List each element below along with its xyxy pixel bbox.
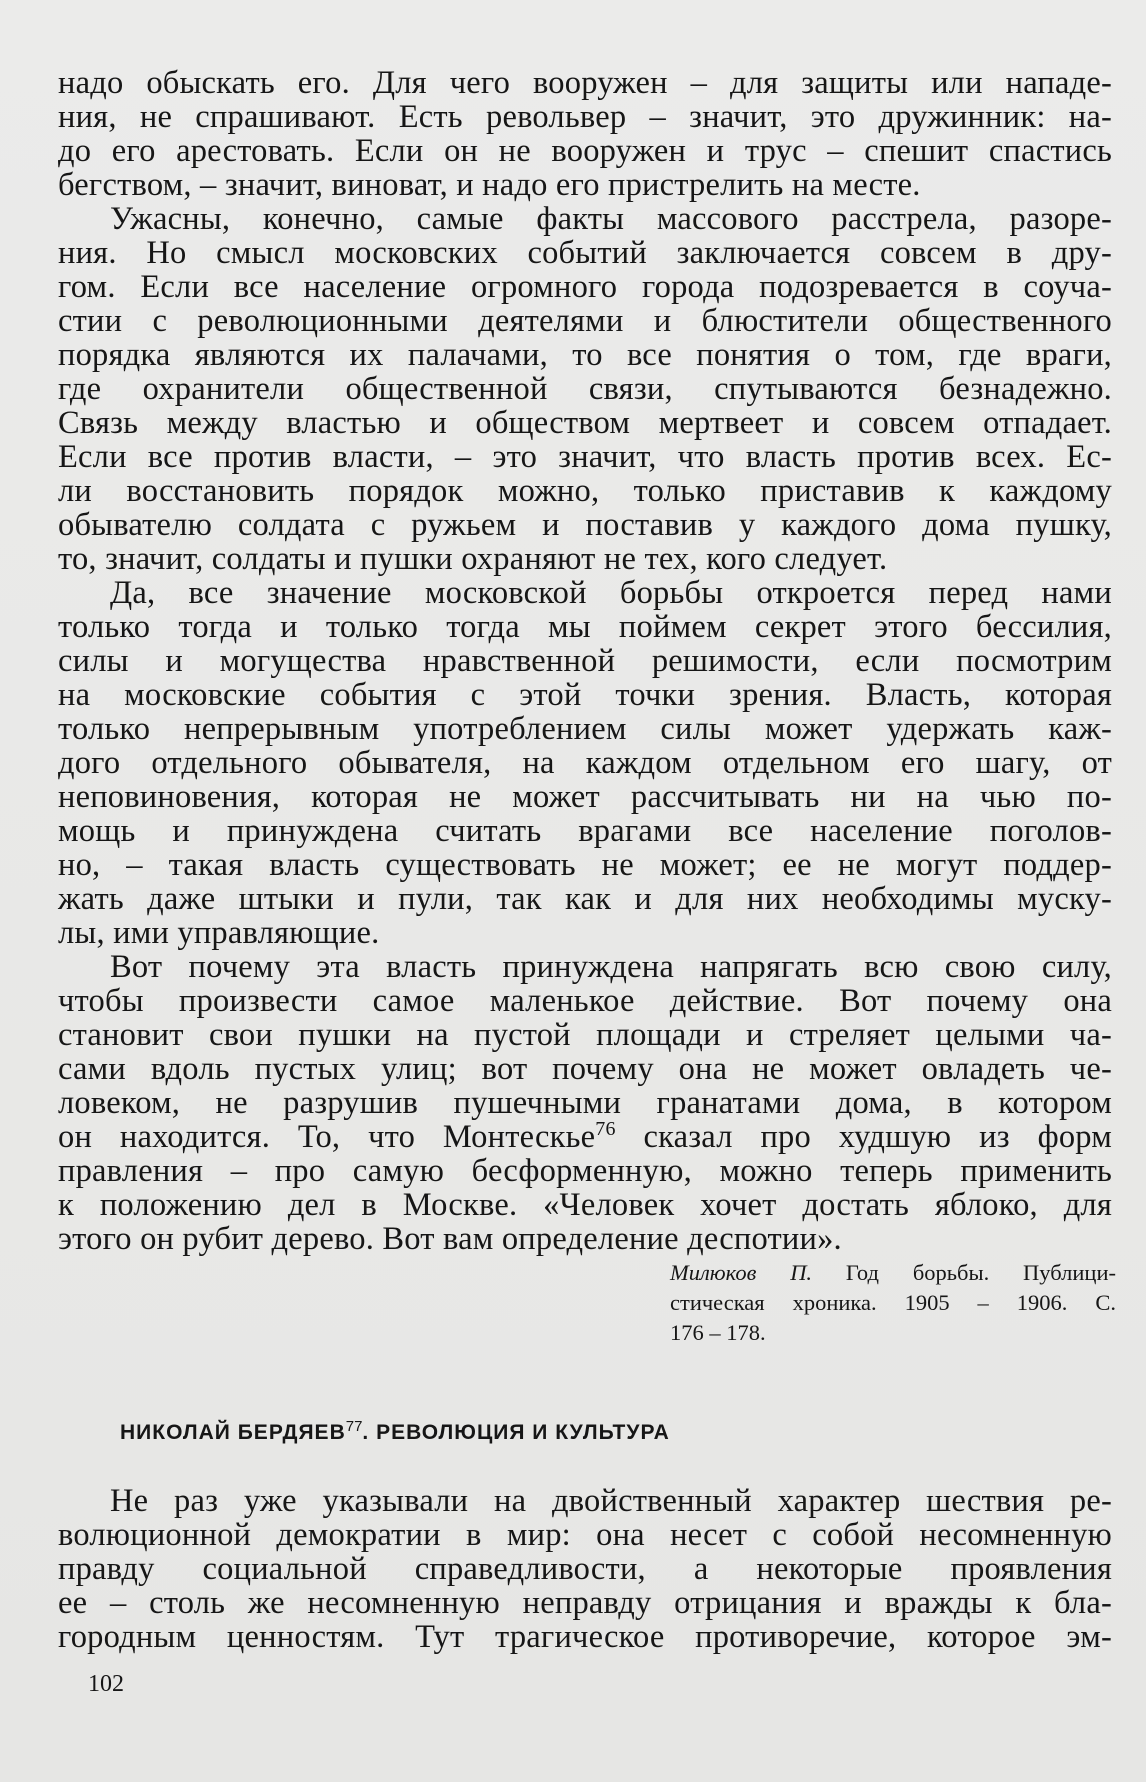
- text-line: надо обыскать его. Для чего вооружен – для защиты или нападе-: [58, 65, 1112, 101]
- text-line: гом. Если все население огромного города подозревается в соуча-: [58, 269, 1112, 305]
- section-heading: [120, 1418, 670, 1445]
- paragraph-start-line: Вот почему эта власть принуждена напрягать всю свою силу,: [110, 949, 1112, 985]
- text-line: на московские события с этой точки зрения. Власть, которая: [58, 677, 1112, 713]
- heading-title: . РЕВОЛЮЦИЯ И КУЛЬТУРА: [362, 1421, 670, 1444]
- text-line: мощь и принуждена считать врагами все население поголов-: [58, 813, 1112, 849]
- text-line: жать даже штыки и пули, так как и для них необходимы муску-: [58, 881, 1112, 917]
- text-line: волюционной демократии в мир: она несет с собой несомненную: [58, 1517, 1112, 1553]
- text-line: ловеком, не разрушив пушечными гранатами дома, в котором: [58, 1085, 1112, 1121]
- text-line-with-footnote: [58, 1120, 1112, 1154]
- text-line: где охранители общественной связи, спутываются безнадежно.: [58, 371, 1112, 407]
- text-line: ния. Но смысл московских событий заключается совсем в дру-: [58, 235, 1112, 271]
- text-line: неповиновения, которая не может рассчитывать ни на чью по-: [58, 779, 1112, 815]
- text-line: правду социальной справедливости, а некоторые проявления: [58, 1551, 1112, 1587]
- citation-title: Год борьбы. Публици-: [812, 1260, 1116, 1285]
- text-line: правления – про самую бесформенную, можно теперь применить: [58, 1153, 1112, 1189]
- paragraph-start-line: Ужасны, конечно, самые факты массового расстрела, разоре-: [110, 201, 1112, 237]
- citation-line: [670, 1258, 1116, 1288]
- page-number: 102: [88, 1671, 124, 1697]
- text-line: ли восстановить порядок можно, только приставив к каждому: [58, 473, 1112, 509]
- paragraph-start-line: Да, все значение московской борьбы откроется перед нами: [110, 575, 1112, 611]
- text-line: порядка являются их палачами, то все понятия о том, где враги,: [58, 337, 1112, 373]
- text-line: лы, ими управляющие.: [58, 915, 380, 951]
- text-line: Если все против власти, – это значит, что власть против всех. Ес-: [58, 439, 1112, 475]
- text-line: только тогда и только тогда мы поймем секрет этого бессилия,: [58, 609, 1112, 645]
- footnote-ref: 77: [345, 1418, 363, 1435]
- text-line: стии с революционными деятелями и блюстители общественного: [58, 303, 1112, 339]
- text-line: до его арестовать. Если он не вооружен и трус – спешит спастись: [58, 133, 1112, 169]
- text-line: то, значит, солдаты и пушки охраняют не тех, кого следует.: [58, 541, 888, 577]
- citation-author: Милюков П.: [670, 1260, 813, 1285]
- text-line: бегством, – значит, виноват, и надо его пристрелить на месте.: [58, 167, 921, 203]
- section-2-text: [58, 1484, 1112, 1654]
- text-line: этого он рубит дерево. Вот вам определение деспотии».: [58, 1221, 842, 1257]
- text-line: только непрерывным употреблением силы может удержать каж-: [58, 711, 1112, 747]
- text-line: силы и могущества нравственной решимости, если посмотрим: [58, 643, 1112, 679]
- text-line: становит свои пушки на пустой площади и стреляет целыми ча-: [58, 1017, 1112, 1053]
- text-line: Связь между властью и обществом мертвеет и совсем отпадает.: [58, 405, 1112, 441]
- text-segment: сказал про худшую из форм: [615, 1119, 1112, 1155]
- text-line: ния, не спрашивают. Есть револьвер – значит, это дружинник: на-: [58, 99, 1112, 135]
- citation-line: стическая хроника. 1905 – 1906. С.: [670, 1290, 1116, 1315]
- source-citation: [670, 1258, 1116, 1348]
- citation-line: 176 – 178.: [670, 1320, 766, 1345]
- text-line: обывателю солдата с ружьем и поставив у каждого дома пушку,: [58, 507, 1112, 543]
- paragraph-start-line: Не раз уже указывали на двойственный характер шествия ре-: [110, 1483, 1112, 1519]
- section-1-text: [58, 66, 1112, 1256]
- text-line: сами вдоль пустых улиц; вот почему она не может овладеть че-: [58, 1051, 1112, 1087]
- text-line: к положению дел в Москве. «Человек хочет достать яблоко, для: [58, 1187, 1112, 1223]
- text-line: но, – такая власть существовать не может; ее не могут поддер-: [58, 847, 1112, 883]
- heading-author: НИКОЛАЙ БЕРДЯЕВ: [120, 1421, 346, 1444]
- text-line: городным ценностям. Тут трагическое противоречие, которое эм-: [58, 1619, 1112, 1655]
- text-line: ее – столь же несомненную неправду отрицания и вражды к бла-: [58, 1585, 1112, 1621]
- text-line: дого отдельного обывателя, на каждом отдельном его шагу, от: [58, 745, 1112, 781]
- footnote-ref: 76: [595, 1118, 616, 1140]
- text-segment: он находится. То, что Монтескье: [58, 1119, 596, 1155]
- text-line: чтобы произвести самое маленькое действие. Вот почему она: [58, 983, 1112, 1019]
